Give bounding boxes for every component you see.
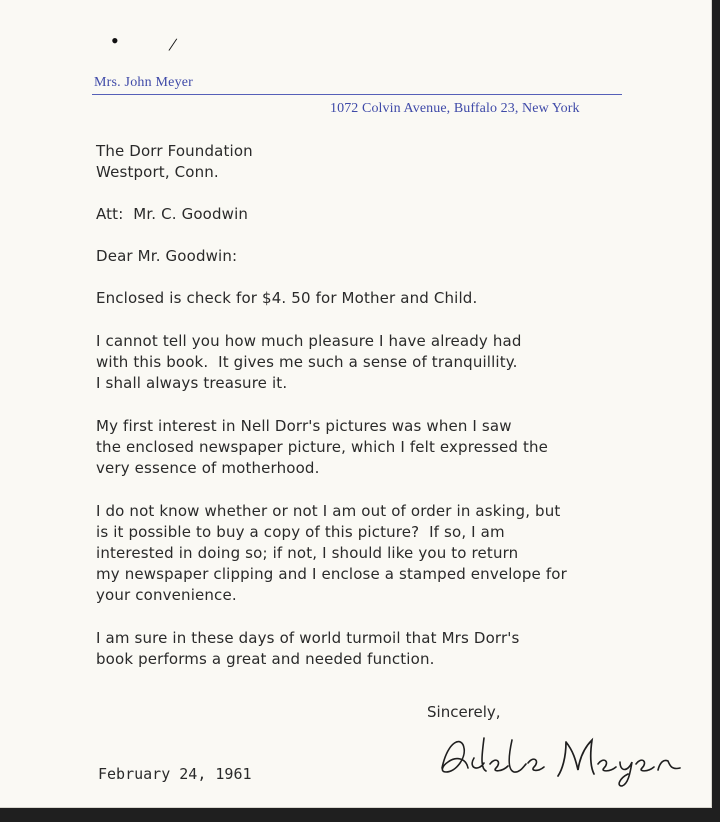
paragraph-1-line-1: Enclosed is check for $4. 50 for Mother and Child.: [96, 289, 478, 307]
paragraph-4-line-5: your convenience.: [96, 586, 237, 604]
paragraph-4-line-2: is it possible to buy a copy of this picture? If so, I am: [96, 523, 505, 541]
paragraph-2-line-2: with this book. It gives me such a sense of tranquillity.: [96, 353, 518, 371]
letter-body: [96, 141, 656, 670]
letter-date: February 24, 1961: [98, 765, 252, 783]
paragraph-3-line-2: the enclosed newspaper picture, which I felt expressed the: [96, 438, 549, 456]
letterhead-rule: [92, 94, 622, 95]
recipient-organization: The Dorr Foundation: [96, 142, 253, 160]
paragraph-2-line-1: I cannot tell you how much pleasure I have already had: [96, 332, 522, 350]
paragraph-3-line-3: very essence of motherhood.: [96, 459, 320, 477]
handwritten-signature: [438, 728, 688, 788]
paragraph-4-line-1: I do not know whether or not I am out of order in asking, but: [96, 502, 561, 520]
paragraph-3-line-1: My first interest in Nell Dorr's pictures was when I saw: [96, 417, 512, 435]
attention-line: Att: Mr. C. Goodwin: [96, 205, 249, 223]
ink-dot-mark: •: [111, 28, 119, 53]
letterhead-address: 1072 Colvin Avenue, Buffalo 23, New York: [330, 101, 580, 116]
recipient-location: Westport, Conn.: [96, 163, 219, 181]
paragraph-4-line-3: interested in doing so; if not, I should like you to return: [96, 544, 519, 562]
ink-slash-mark: /: [167, 33, 179, 57]
closing: Sincerely,: [427, 703, 501, 721]
paragraph-4-line-4: my newspaper clipping and I enclose a stamped envelope for: [96, 565, 567, 583]
salutation: Dear Mr. Goodwin:: [96, 247, 238, 265]
paragraph-5-line-2: book performs a great and needed function.: [96, 650, 435, 668]
paragraph-5-line-1: I am sure in these days of world turmoil that Mrs Dorr's: [96, 629, 520, 647]
letterhead-name: Mrs. John Meyer: [94, 75, 194, 90]
paragraph-2-line-3: I shall always treasure it.: [96, 374, 288, 392]
